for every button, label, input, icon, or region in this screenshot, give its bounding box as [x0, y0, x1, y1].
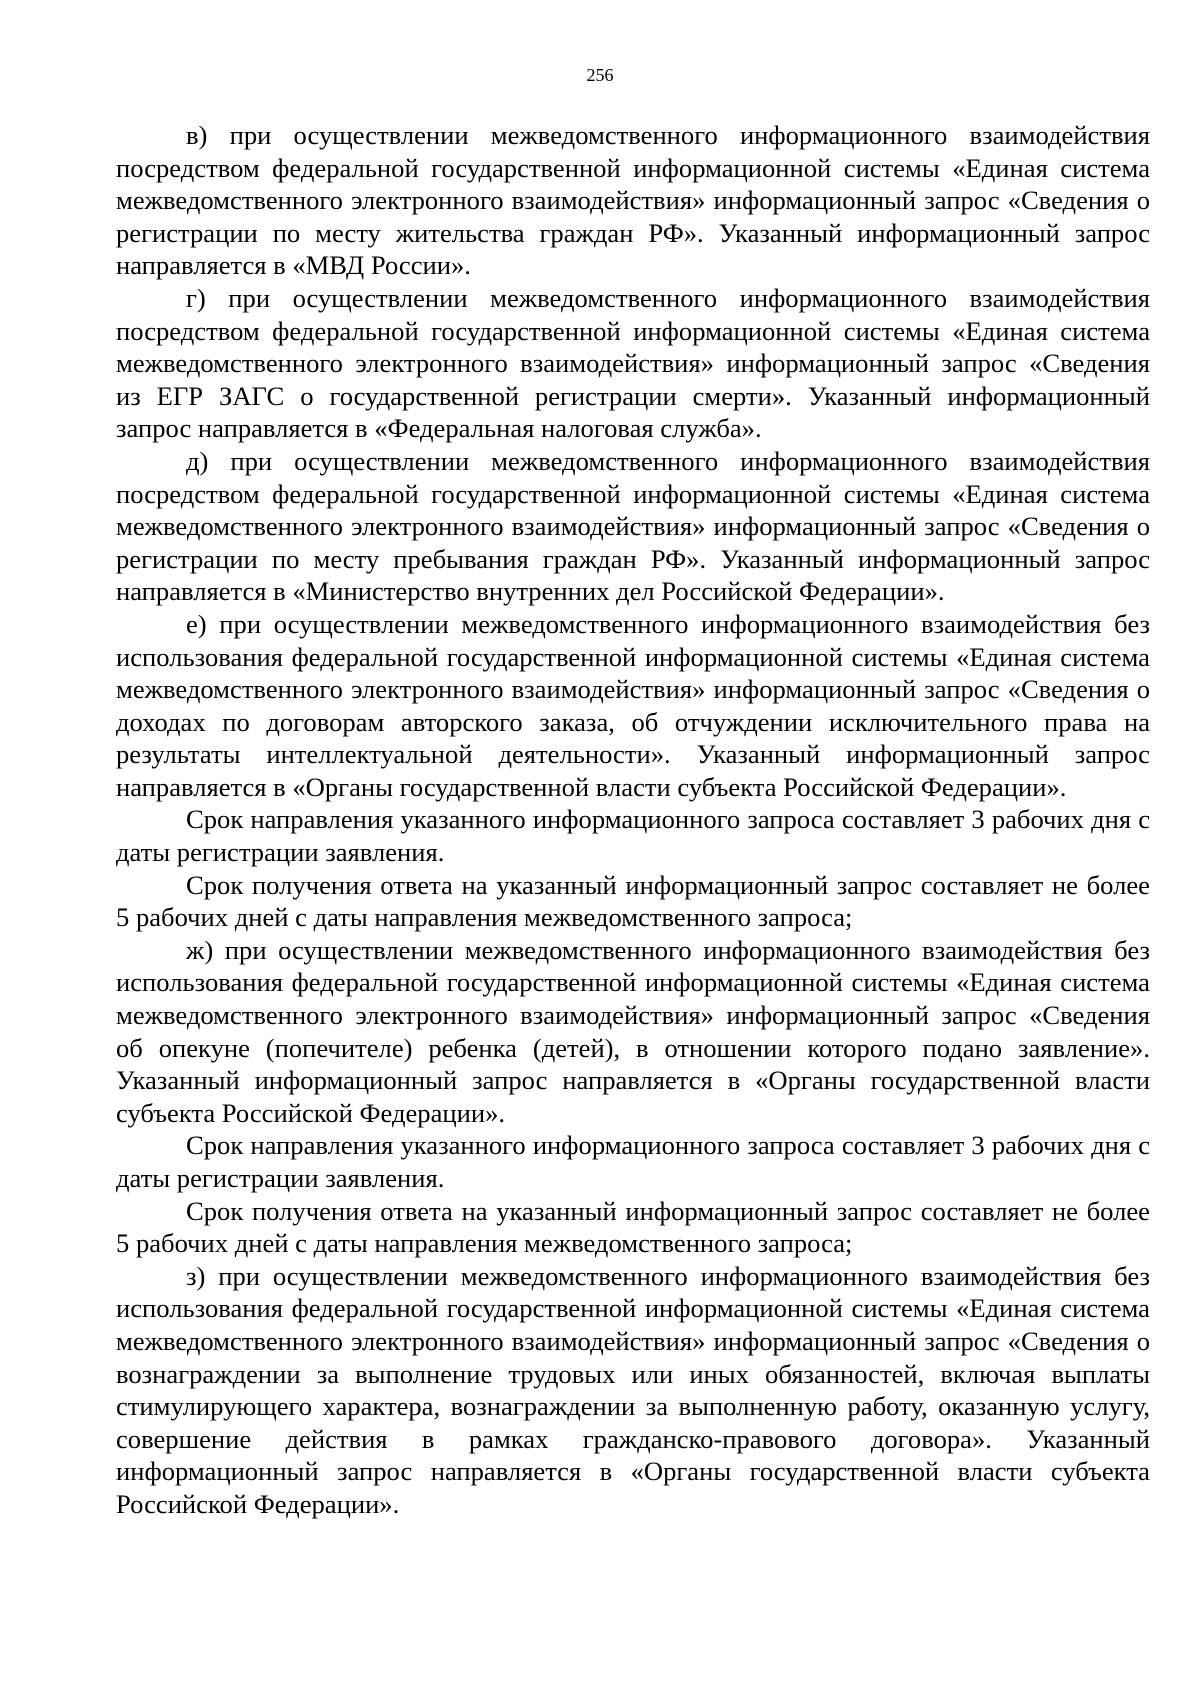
document-body — [116, 119, 1150, 1521]
paragraph-z-remuneration-request: з) при осуществлении межведомственного информационного взаимодействия без использования федеральной государственной информационной системы «Единая система межведомственного электронного взаимодействия» информационный запрос «Сведения о вознаграждении за выполнение трудовых или иных обязанностей, включая выплаты стимулирующего характера, вознаграждении за выполненную работу, оказанную услугу, совершение действия в рамках гражданско-правового договора». Указанный информационный запрос направляется в «Органы государственной власти субъекта Российской Федерации». — [116, 1260, 1150, 1519]
paragraph-d-mvd-stay-request: д) при осуществлении межведомственного информационного взаимодействия посредством федеральной государственной информационной системы «Единая система межведомственного электронного взаимодействия» информационный запрос «Сведения о регистрации по месту пребывания граждан РФ». Указанный информационный запрос направляется в «Министерство внутренних дел Российской Федерации». — [116, 445, 1150, 607]
paragraph-g-zags-death-request: г) при осуществлении межведомственного информационного взаимодействия посредством федеральной государственной информационной системы «Единая система межведомственного электронного взаимодействия» информационный запрос «Сведения из ЕГР ЗАГС о государственной регистрации смерти». Указанный информационный запрос направляется в «Федеральная налоговая служба». — [116, 282, 1150, 444]
paragraph-send-deadline: Срок направления указанного информационного запроса составляет 3 рабочих дня с даты регистрации заявления. — [116, 1130, 1150, 1193]
paragraph-v-mvd-residence-request: в) при осуществлении межведомственного информационного взаимодействия посредством федеральной государственной информационной системы «Единая система межведомственного электронного взаимодействия» информационный запрос «Сведения о регистрации по месту жительства граждан РФ». Указанный информационный запрос направляется в «МВД России». — [116, 120, 1150, 281]
page-number: 256 — [586, 65, 614, 85]
paragraph-zh-guardian-request: ж) при осуществлении межведомственного информационного взаимодействия без использования федеральной государственной информационной системы «Единая система межведомственного электронного взаимодействия» информационный запрос «Сведения об опекуне (попечителе) ребенка (детей), в отношении которого подано заявление». Указанный информационный запрос направляется в «Органы государственной власти субъекта Российской Федерации». — [116, 934, 1150, 1128]
paragraph-send-deadline: Срок направления указанного информационного запроса составляет 3 рабочих дня с даты регистрации заявления. — [116, 804, 1150, 868]
paragraph-e-author-income-request: е) при осуществлении межведомственного информационного взаимодействия без использования федеральной государственной информационной системы «Единая система межведомственного электронного взаимодействия» информационный запрос «Сведения о доходах по договорам авторского заказа, об отчуждении исключительного права на результаты интеллектуальной деятельности». Указанный информационный запрос направляется в «Органы государственной власти субъекта Российской Федерации». — [116, 608, 1150, 802]
paragraph-response-deadline: Срок получения ответа на указанный информационный запрос составляет не более 5 рабочих дней с даты направления межведомственного запроса; — [116, 1195, 1150, 1259]
paragraph-response-deadline: Срок получения ответа на указанный информационный запрос составляет не более 5 рабочих дней с даты направления межведомственного запроса; — [116, 869, 1150, 933]
